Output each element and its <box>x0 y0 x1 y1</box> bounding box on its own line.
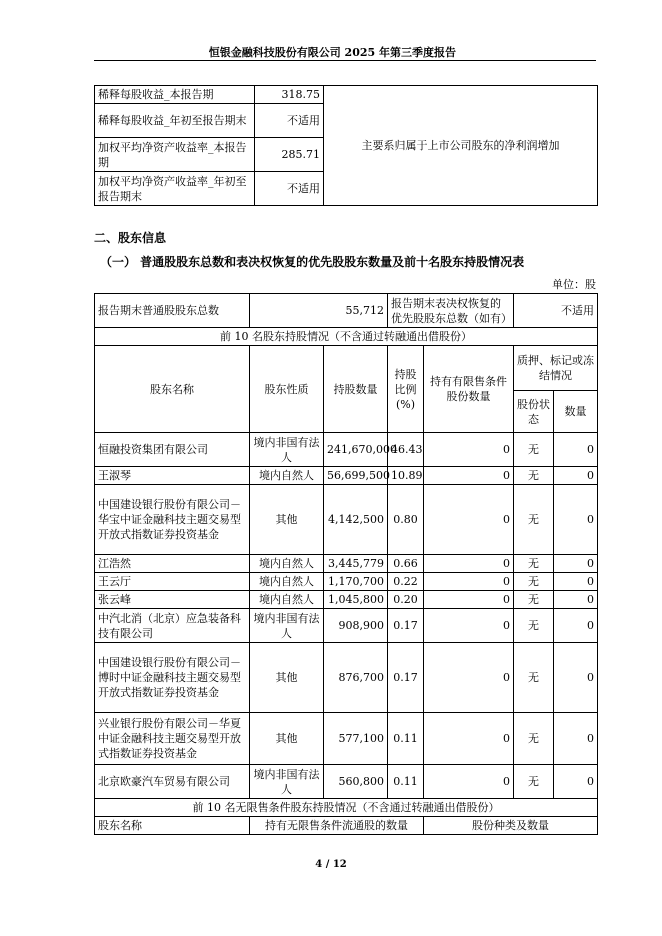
holder-nature: 境内自然人 <box>250 467 324 485</box>
holder-qty: 0 <box>554 555 598 573</box>
holder-shares: 56,699,500 <box>324 467 388 485</box>
holder-shares: 876,700 <box>324 643 388 713</box>
holder-nature: 境内自然人 <box>250 573 324 591</box>
holder-status: 无 <box>514 485 554 555</box>
roe-label: 加权平均净资产收益率_本报告期 <box>95 138 255 172</box>
change-reason: 主要系归属于上市公司股东的净利润增加 <box>324 86 598 206</box>
holder-name: 中国建设银行股份有限公司－华宝中证金融科技主题交易型开放式指数证券投资基金 <box>95 485 250 555</box>
holder-restricted: 0 <box>424 713 514 765</box>
section-subtitle: （一） 普通股股东总数和表决权恢复的优先股股东数量及前十名股东持股情况表 <box>100 255 525 269</box>
holder-ratio: 0.80 <box>388 485 424 555</box>
holder-restricted: 0 <box>424 433 514 467</box>
table-row <box>95 643 598 713</box>
holder-name: 江浩然 <box>95 555 250 573</box>
table-row <box>95 591 598 609</box>
holder-shares: 4,142,500 <box>324 485 388 555</box>
holder-name: 兴业银行股份有限公司－华夏中证金融科技主题交易型开放式指数证券投资基金 <box>95 713 250 765</box>
table-header-row <box>95 817 598 835</box>
holder-shares: 1,045,800 <box>324 591 388 609</box>
holder-status: 无 <box>514 555 554 573</box>
table-row <box>95 555 598 573</box>
holder-status: 无 <box>514 643 554 713</box>
holder-name: 恒融投资集团有限公司 <box>95 433 250 467</box>
holder-status: 无 <box>514 467 554 485</box>
holder-nature: 其他 <box>250 713 324 765</box>
col-header-pledge: 质押、标记或冻结情况 <box>514 346 598 391</box>
holder-ratio: 0.11 <box>388 765 424 799</box>
holder-nature: 境内非国有法人 <box>250 609 324 643</box>
holder-ratio: 0.66 <box>388 555 424 573</box>
holder-restricted: 0 <box>424 467 514 485</box>
section-title: 二、股东信息 <box>94 231 167 245</box>
report-title: 恒银金融科技股份有限公司 2025 年第三季度报告 <box>208 46 456 59</box>
table-row <box>95 467 598 485</box>
col-header-qty: 数量 <box>554 391 598 433</box>
roe-value: 不适用 <box>255 172 324 206</box>
holder-restricted: 0 <box>424 609 514 643</box>
holder-ratio: 0.11 <box>388 713 424 765</box>
holder-shares: 241,670,000 <box>324 433 388 467</box>
holder-ratio: 0.22 <box>388 573 424 591</box>
table-row <box>95 765 598 799</box>
roe-value: 285.71 <box>255 138 324 172</box>
eps-label: 稀释每股收益_年初至报告期末 <box>95 104 255 138</box>
holder-restricted: 0 <box>424 765 514 799</box>
holder-status: 无 <box>514 713 554 765</box>
eps-value: 不适用 <box>255 104 324 138</box>
holder-status: 无 <box>514 765 554 799</box>
holder-status: 无 <box>514 591 554 609</box>
unrestricted-title: 前 10 名无限售条件股东持股情况（不含通过转融通出借股份） <box>95 799 598 817</box>
col-header-name: 股东名称 <box>95 346 250 433</box>
holder-nature: 其他 <box>250 485 324 555</box>
holder-name: 王淑琴 <box>95 467 250 485</box>
holder-shares: 908,900 <box>324 609 388 643</box>
holder-nature: 其他 <box>250 643 324 713</box>
table-row <box>95 713 598 765</box>
eps-label: 稀释每股收益_本报告期 <box>95 86 255 104</box>
holder-restricted: 0 <box>424 643 514 713</box>
holder-qty: 0 <box>554 467 598 485</box>
table-row <box>95 86 598 104</box>
unrestricted-header-name: 股东名称 <box>95 817 250 835</box>
holder-shares: 3,445,779 <box>324 555 388 573</box>
holder-ratio: 10.89 <box>388 467 424 485</box>
roe-label: 加权平均净资产收益率_年初至报告期末 <box>95 172 255 206</box>
table-row <box>95 294 598 328</box>
table-row <box>95 433 598 467</box>
holder-shares: 560,800 <box>324 765 388 799</box>
holder-status: 无 <box>514 433 554 467</box>
pref-holders-value: 不适用 <box>514 294 598 328</box>
holder-qty: 0 <box>554 591 598 609</box>
eps-value: 318.75 <box>255 86 324 104</box>
pref-holders-label: 报告期末表决权恢复的优先股股东总数（如有） <box>388 294 514 328</box>
unrestricted-header-type: 股份种类及数量 <box>424 817 598 835</box>
col-header-restricted: 持有有限售条件股份数量 <box>424 346 514 433</box>
holder-nature: 境内非国有法人 <box>250 765 324 799</box>
table-row <box>95 609 598 643</box>
page-header <box>94 44 596 61</box>
holder-ratio: 0.20 <box>388 591 424 609</box>
holder-name: 张云峰 <box>95 591 250 609</box>
holder-qty: 0 <box>554 485 598 555</box>
holder-shares: 577,100 <box>324 713 388 765</box>
holder-name: 北京欧豪汽车贸易有限公司 <box>95 765 250 799</box>
holder-nature: 境内自然人 <box>250 555 324 573</box>
holder-name: 王云厅 <box>95 573 250 591</box>
top10-title: 前 10 名股东持股情况（不含通过转融通出借股份） <box>95 328 598 346</box>
holder-qty: 0 <box>554 713 598 765</box>
eps-table <box>94 85 598 206</box>
shareholder-table <box>94 293 598 835</box>
holder-restricted: 0 <box>424 485 514 555</box>
col-header-ratio: 持股比例(%) <box>388 346 424 433</box>
holder-shares: 1,170,700 <box>324 573 388 591</box>
page-number: 4 / 12 <box>315 859 347 870</box>
holder-nature: 境内非国有法人 <box>250 433 324 467</box>
holder-restricted: 0 <box>424 591 514 609</box>
total-holders-value: 55,712 <box>250 294 388 328</box>
holder-qty: 0 <box>554 765 598 799</box>
holder-qty: 0 <box>554 433 598 467</box>
holder-status: 无 <box>514 573 554 591</box>
total-holders-label: 报告期末普通股股东总数 <box>95 294 250 328</box>
holder-status: 无 <box>514 609 554 643</box>
holder-qty: 0 <box>554 609 598 643</box>
table-header-row <box>95 346 598 391</box>
unrestricted-header-qty: 持有无限售条件流通股的数量 <box>250 817 424 835</box>
holder-restricted: 0 <box>424 573 514 591</box>
holder-nature: 境内自然人 <box>250 591 324 609</box>
col-header-nature: 股东性质 <box>250 346 324 433</box>
unit-label: 单位：股 <box>552 278 596 291</box>
holder-ratio: 0.17 <box>388 609 424 643</box>
table-row <box>95 573 598 591</box>
col-header-shares: 持股数量 <box>324 346 388 433</box>
table-row <box>95 485 598 555</box>
table-row <box>95 328 598 346</box>
holder-restricted: 0 <box>424 555 514 573</box>
holder-qty: 0 <box>554 573 598 591</box>
holder-name: 中国建设银行股份有限公司－博时中证金融科技主题交易型开放式指数证券投资基金 <box>95 643 250 713</box>
holder-ratio: 0.17 <box>388 643 424 713</box>
holder-name: 中汽北消（北京）应急装备科技有限公司 <box>95 609 250 643</box>
holder-ratio: 46.43 <box>388 433 424 467</box>
col-header-status: 股份状态 <box>514 391 554 433</box>
holder-qty: 0 <box>554 643 598 713</box>
table-row <box>95 799 598 817</box>
